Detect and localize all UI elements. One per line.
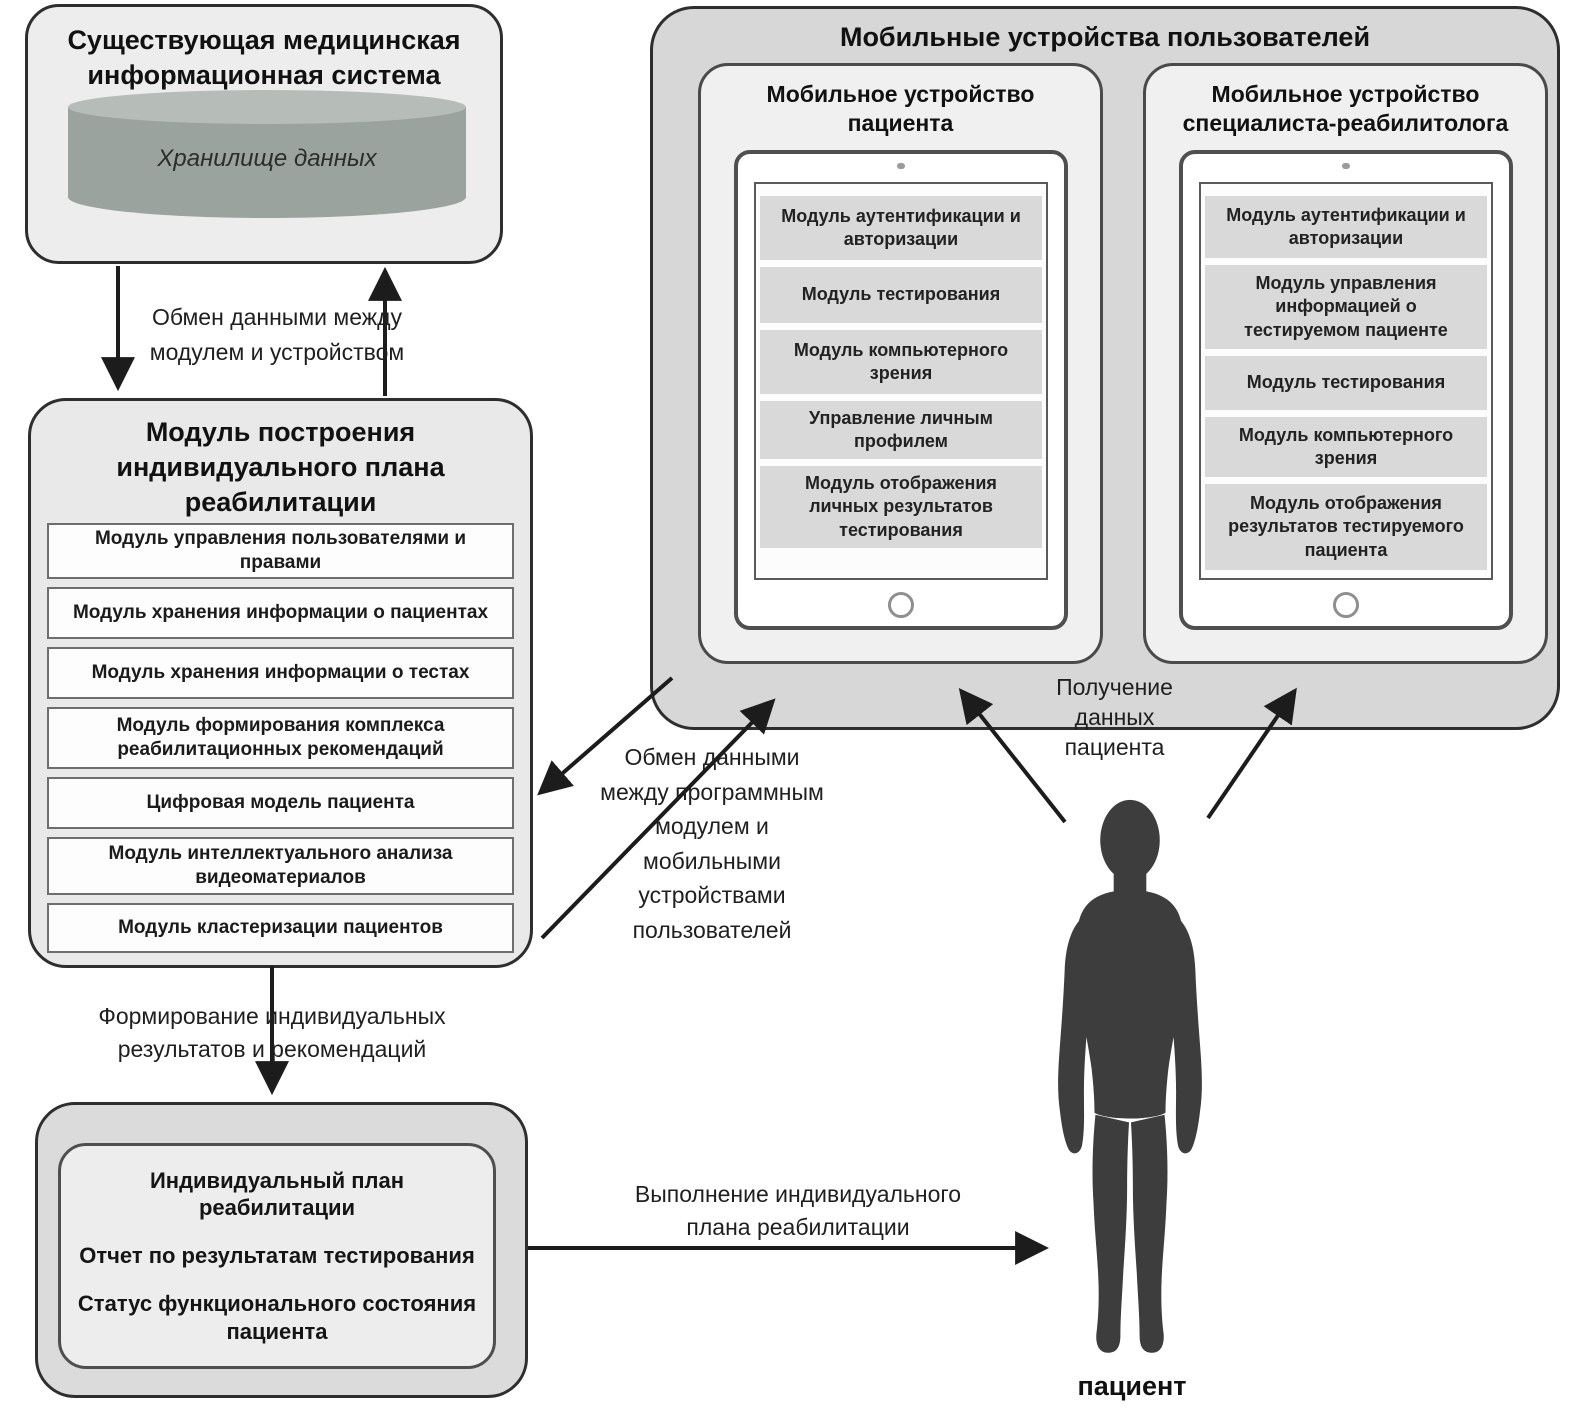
- results-box: [35, 1102, 528, 1398]
- app-module-item: Модуль аутентификации и авторизации: [1205, 196, 1487, 258]
- mobile-devices-title: Мобильные устройства пользователей: [839, 22, 1371, 52]
- plan-module-item: Цифровая модель пациента: [47, 777, 514, 829]
- app-module-item: Модуль компьютерного зрения: [1205, 417, 1487, 477]
- app-module-item: Управление личным профилем: [760, 401, 1042, 459]
- mobile-devices-box: [650, 6, 1560, 760]
- mobile-exchange-label: Обмен данными между программным модулем и мобильными устройствами пользователей: [600, 744, 824, 943]
- home-button-icon: [888, 592, 914, 618]
- specialist-device-panel: [1143, 63, 1548, 664]
- plan-module-box: [28, 398, 533, 968]
- plan-module-title: Модуль построения индивидуального плана реабилитации: [116, 417, 445, 518]
- app-module-item: Модуль тестирования: [760, 267, 1042, 323]
- app-module-item: Модуль отображения результатов тестируемого пациента: [1205, 484, 1487, 570]
- camera-icon: [1342, 163, 1350, 169]
- patient-tablet: [734, 150, 1068, 630]
- specialist-tablet-screen: [1199, 182, 1493, 580]
- device-exchange-label: Обмен данными между модулем и устройством: [149, 304, 405, 365]
- specialist-device-title: Мобильное устройство специалиста-реабилитолога: [1182, 81, 1509, 136]
- plan-module-item: Модуль управления пользователями и правами: [47, 523, 514, 579]
- camera-icon: [897, 163, 905, 169]
- specialist-tablet: [1179, 150, 1513, 630]
- plan-module-item: Модуль хранения информации о пациентах: [47, 587, 514, 639]
- app-module-item: Модуль управления информацией о тестируемом пациенте: [1205, 265, 1487, 349]
- plan-module-item: Модуль формирования комплекса реабилитационных рекомендаций: [47, 707, 514, 769]
- plan-module-list: [47, 523, 514, 953]
- app-module-item: Модуль тестирования: [1205, 356, 1487, 410]
- patient-label: пациент: [1077, 1371, 1187, 1401]
- results-item: Индивидуальный план реабилитации: [149, 1167, 405, 1221]
- patient-device-panel: [698, 63, 1103, 664]
- results-item: Отчет по результатам тестирования: [79, 1243, 475, 1269]
- forming-label: Формирование индивидуальных результатов и рекомендаций: [98, 1003, 446, 1063]
- execution-label: Выполнение индивидуального плана реабилитации: [634, 1181, 962, 1241]
- plan-module-item: Модуль хранения информации о тестах: [47, 647, 514, 699]
- plan-module-item: Модуль интеллектуального анализа видеоматериалов: [47, 837, 514, 895]
- app-module-item: Модуль отображения личных результатов тестирования: [760, 466, 1042, 548]
- data-storage-cylinder: [66, 89, 468, 221]
- patient-silhouette-icon: [1030, 796, 1230, 1372]
- patient-tablet-screen: [754, 182, 1048, 580]
- results-inner-box: [58, 1143, 496, 1369]
- home-button-icon: [1333, 592, 1359, 618]
- results-item: Статус функционального состояния пациента: [77, 1291, 477, 1344]
- existing-system-title: Существующая медицинская информационная система: [67, 25, 461, 91]
- app-module-item: Модуль компьютерного зрения: [760, 330, 1042, 394]
- app-module-item: Модуль аутентификации и авторизации: [760, 196, 1042, 260]
- patient-device-title: Мобильное устройство пациента: [766, 81, 1035, 136]
- existing-system-box: [25, 4, 503, 264]
- data-storage-label: Хранилище данных: [157, 145, 377, 172]
- patient-data-label: Получение данных пациента: [1056, 674, 1173, 760]
- plan-module-item: Модуль кластеризации пациентов: [47, 903, 514, 953]
